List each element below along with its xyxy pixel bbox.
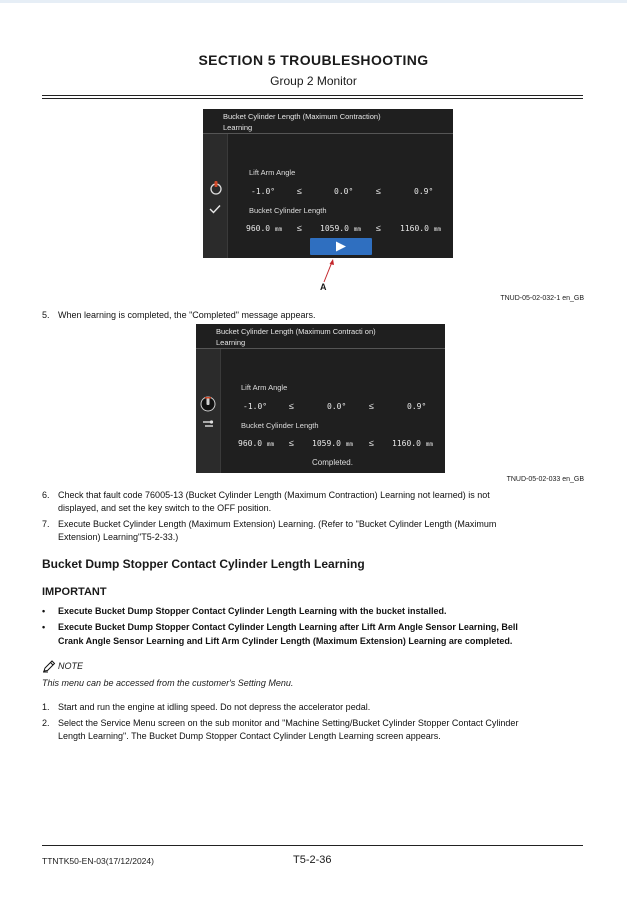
completed-status: Completed.	[312, 458, 353, 467]
screen-header	[196, 324, 445, 349]
lift-arm-angle-label: Lift Arm Angle	[241, 383, 288, 392]
note-text: This menu can be accessed from the customer's Setting Menu.	[42, 678, 294, 688]
key-switch-icon	[200, 395, 216, 413]
lift-max-value: 0.9°	[414, 187, 434, 196]
footer-doc-id: TTNTK50-EN-03(17/12/2024)	[42, 856, 154, 866]
leq-symbol: ≤	[369, 401, 374, 411]
header-rule-bottom	[42, 98, 583, 99]
lift-arm-angle-label: Lift Arm Angle	[249, 168, 296, 177]
bucket-current-value: 1059.0 mm	[320, 224, 361, 233]
leq-symbol: ≤	[376, 223, 381, 233]
screen-header	[203, 109, 453, 134]
leq-symbol: ≤	[289, 401, 294, 411]
leq-symbol: ≤	[289, 438, 294, 448]
step-1: 1. Start and run the engine at idling speed. Do not depress the accelerator pedal.	[42, 702, 371, 712]
bucket-max-value: 1160.0 mm	[392, 439, 433, 448]
bucket-min-value: 960.0 mm	[246, 224, 283, 233]
bucket-cylinder-length-label: Bucket Cylinder Length	[249, 206, 327, 215]
bucket-max-value: 1160.0 mm	[400, 224, 441, 233]
section-heading: Bucket Dump Stopper Contact Cylinder Length Learning	[42, 557, 365, 571]
figure-id-2: TNUD-05-02-033 en_GB	[506, 476, 584, 483]
screen-title-line1: Bucket Cylinder Length (Maximum Contracti on)	[216, 327, 376, 336]
lift-min-value: -1.0°	[243, 402, 268, 411]
top-band	[0, 0, 627, 3]
bucket-min-value: 960.0 mm	[238, 439, 275, 448]
screen-title-line2: Learning	[223, 123, 253, 132]
leq-symbol: ≤	[297, 186, 302, 196]
play-icon	[335, 241, 347, 252]
lift-max-value: 0.9°	[407, 402, 427, 411]
note-label: NOTE	[42, 660, 162, 674]
leq-symbol: ≤	[369, 438, 374, 448]
important-item-1: • Execute Bucket Dump Stopper Contact Cylinder Length Learning with the bucket installed.	[42, 606, 447, 616]
screen-title-line2: Learning	[216, 338, 246, 347]
header-rule-top	[42, 95, 583, 96]
key-switch-icon	[209, 180, 223, 196]
group-subtitle: Group 2 Monitor	[270, 74, 357, 88]
footer-page-number: T5-2-36	[293, 854, 332, 866]
check-icon[interactable]	[209, 204, 221, 214]
lift-min-value: -1.0°	[251, 187, 276, 196]
monitor-screen-learning	[203, 109, 453, 258]
screen-side-panel	[203, 134, 228, 258]
bucket-cylinder-length-label: Bucket Cylinder Length	[241, 421, 319, 430]
step-6: 6. Check that fault code 76005-13 (Bucket Cylinder Length (Maximum Contraction) Learning not learned) is not displayed, and set the key switch to the OFF position.	[42, 490, 490, 513]
important-heading: IMPORTANT	[42, 586, 107, 598]
monitor-screen-completed	[196, 324, 445, 473]
important-item-2: • Execute Bucket Dump Stopper Contact Cylinder Length Learning after Lift Arm Angle Sensor Learning, Bell Crank Angle Sensor Learning and Lift Arm Cylinder Length (Maximum Extension) Learning are completed.	[42, 622, 518, 646]
callout-label-a: A	[320, 282, 327, 292]
lift-current-value: 0.0°	[334, 187, 354, 196]
section-title: SECTION 5 TROUBLESHOOTING	[198, 52, 429, 68]
footer-rule	[42, 845, 583, 846]
lift-current-value: 0.0°	[327, 402, 347, 411]
callout-arrow	[318, 258, 338, 284]
screen-title-line1: Bucket Cylinder Length (Maximum Contraction)	[223, 112, 381, 121]
figure-id-1: TNUD-05-02-032-1 en_GB	[500, 295, 584, 302]
screen-side-panel	[196, 349, 221, 473]
wrench-icon	[202, 419, 214, 429]
step-7: 7. Execute Bucket Cylinder Length (Maximum Extension) Learning. (Refer to "Bucket Cylinder Length (Maximum Extension) Learning"T5-2-33.)	[42, 519, 497, 542]
bucket-current-value: 1059.0 mm	[312, 439, 353, 448]
leq-symbol: ≤	[297, 223, 302, 233]
step-2: 2. Select the Service Menu screen on the sub monitor and "Machine Setting/Bucket Cylinder Stopper Contact Cylinder Length Learning". The Bucket Dump Stopper Contact Cylinder Length Learning screen appears.	[42, 718, 519, 741]
pencil-icon	[42, 660, 56, 673]
start-learning-button[interactable]	[310, 238, 372, 255]
leq-symbol: ≤	[376, 186, 381, 196]
